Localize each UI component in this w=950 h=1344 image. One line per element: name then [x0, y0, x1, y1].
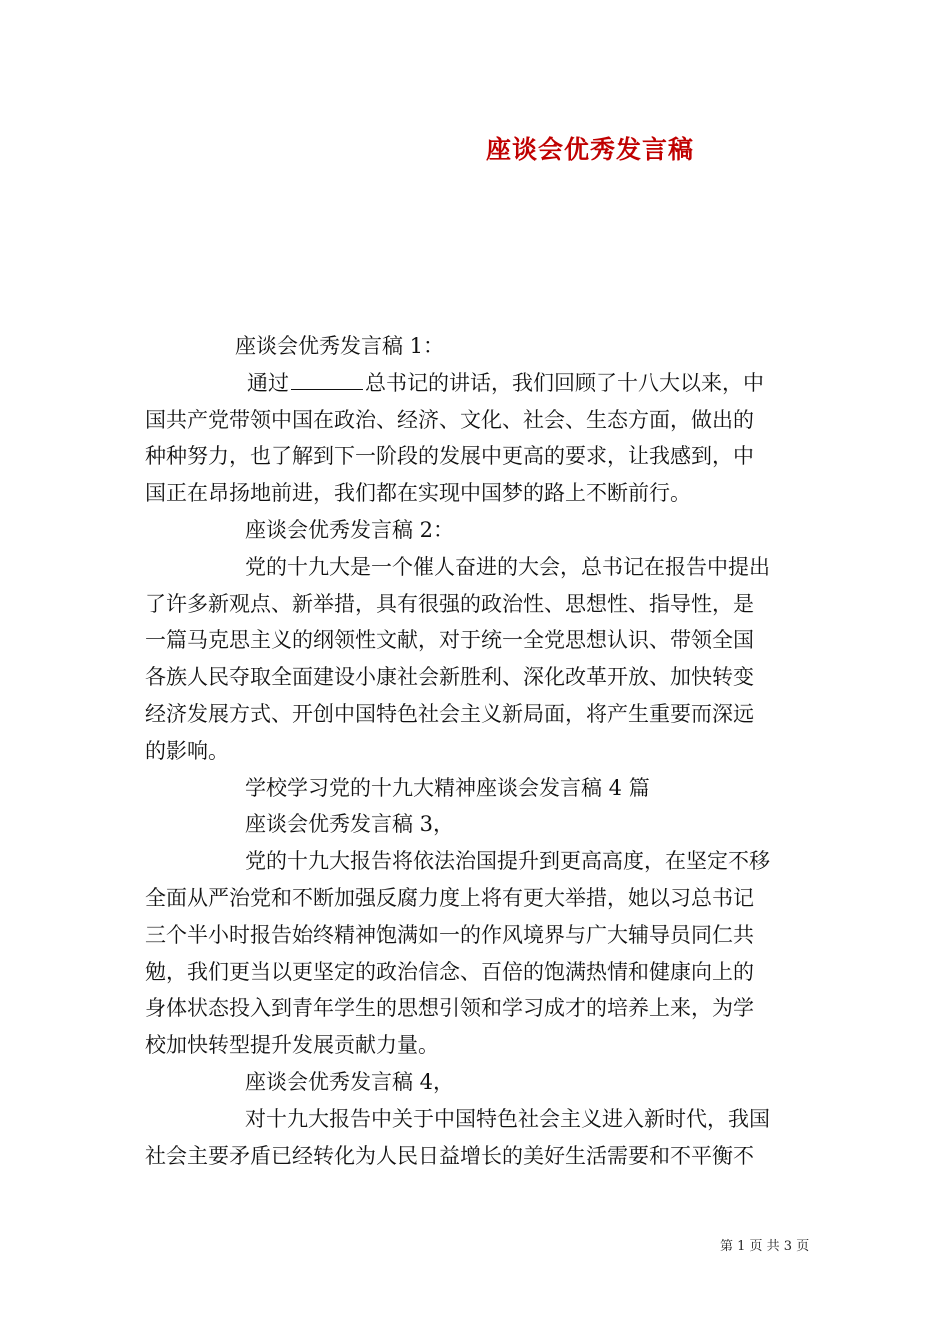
paragraph-line: 勉，我们更当以更坚定的政治信念、百倍的饱满热情和健康向上的: [145, 959, 754, 984]
paragraph-line: 身体状态投入到青年学生的思想引领和学习成才的培养上来，为学: [145, 996, 754, 1021]
paragraph-line: 对十九大报告中关于中国特色社会主义进入新时代，我国: [245, 1106, 770, 1131]
paragraph-line: 党的十九大是一个催人奋进的大会，总书记在报告中提出: [245, 554, 770, 579]
paragraph-line: 三个半小时报告始终精神饱满如一的作风境界与广大辅导员同仁共: [145, 922, 754, 947]
subtitle-line: 学校学习党的十九大精神座谈会发言稿 4 篇: [245, 775, 650, 800]
paragraph-line: 国共产党带领中国在政治、经济、文化、社会、生态方面，做出的: [145, 407, 754, 432]
paragraph-line: 了许多新观点、新举措，具有很强的政治性、思想性、指导性，是: [145, 591, 754, 616]
section-heading-1: 座谈会优秀发言稿 1：: [235, 334, 445, 358]
text-segment: 通过: [247, 370, 289, 395]
section-heading-3: 座谈会优秀发言稿 3，: [245, 812, 455, 837]
document-body: [145, 328, 810, 1174]
paragraph-line: 种种努力，也了解到下一阶段的发展中更高的要求，让我感到，中: [145, 444, 754, 469]
paragraph-line: 社会主要矛盾已经转化为人民日益增长的美好生活需要和不平衡不: [145, 1143, 754, 1168]
paragraph-line: 一篇马克思主义的纲领性文献，对于统一全党思想认识、带领全国: [145, 628, 754, 653]
paragraph-line: 校加快转型提升发展贡献力量。: [145, 1033, 439, 1058]
fill-in-blank: [291, 371, 363, 390]
document-title: 座谈会优秀发言稿: [485, 135, 694, 164]
paragraph-line: 的影响。: [145, 738, 229, 763]
paragraph-line: 全面从严治党和不断加强反腐力度上将有更大举措，她以习总书记: [145, 885, 754, 910]
paragraph-line: 党的十九大报告将依法治国提升到更高高度，在坚定不移: [245, 849, 770, 874]
text-segment: 总书记的讲话，我们回顾了十八大以来，中: [365, 370, 764, 395]
page-number: 第 1 页 共 3 页: [720, 1239, 810, 1254]
section-heading-4: 座谈会优秀发言稿 4，: [245, 1069, 455, 1094]
paragraph-line: 各族人民夺取全面建设小康社会新胜利、深化改革开放、加快转变: [145, 665, 754, 690]
section-heading-2: 座谈会优秀发言稿 2：: [245, 517, 455, 542]
paragraph-line: 经济发展方式、开创中国特色社会主义新局面，将产生重要而深远: [145, 701, 754, 726]
paragraph-line: 国正在昂扬地前进，我们都在实现中国梦的路上不断前行。: [145, 481, 691, 506]
paragraph-line: [145, 365, 810, 402]
